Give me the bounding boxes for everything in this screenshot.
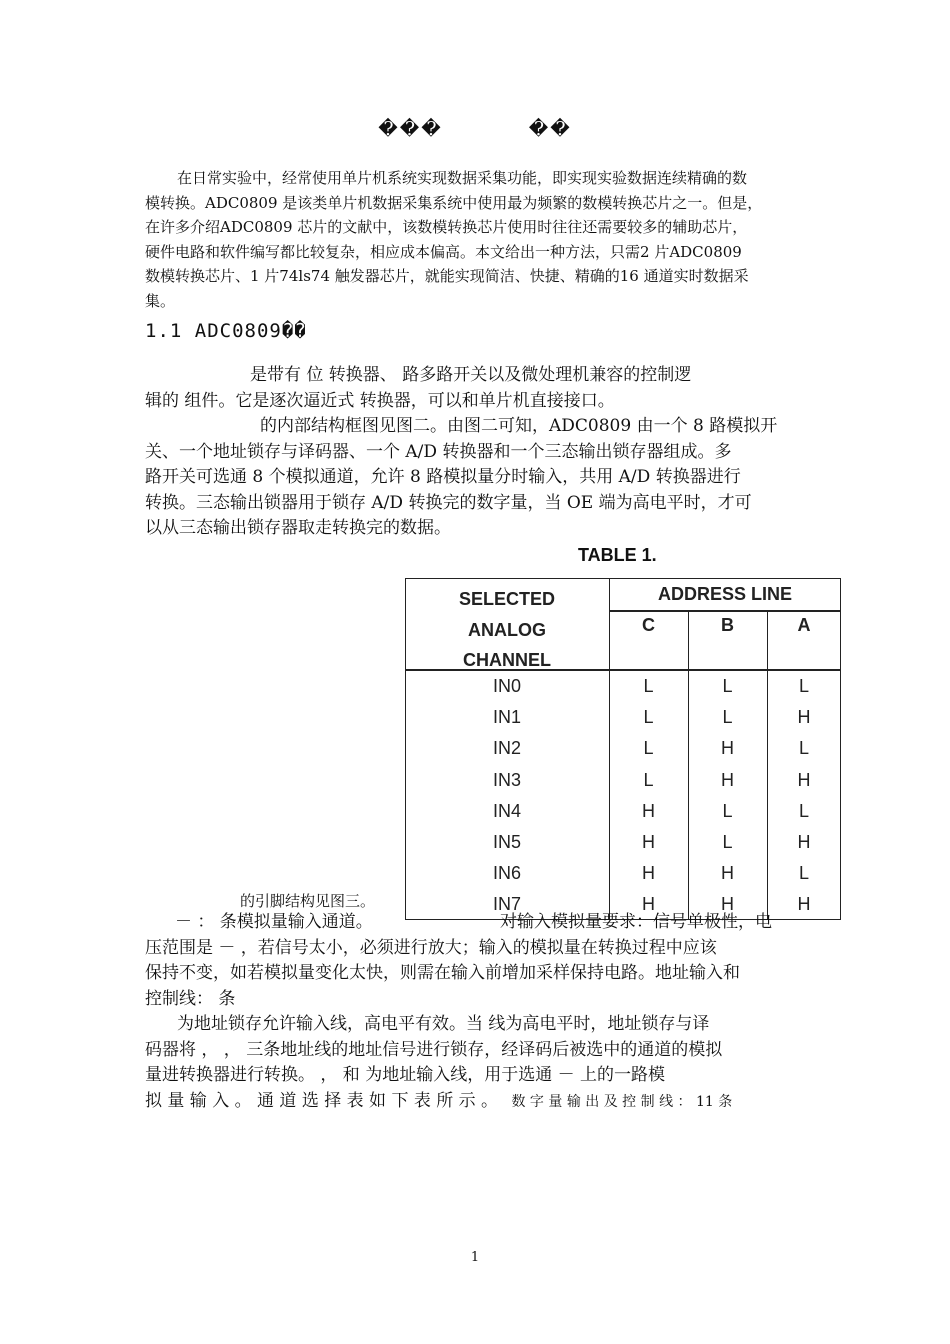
intro-line: 在日常实验中，经常使用单片机系统实现数据采集功能，即实现实验数据连续精确的数 <box>177 169 748 187</box>
cell-a: L <box>798 676 809 696</box>
body-line: 压范围是 － ，若信号太小，必须进行放大；输入的模拟量在转换过程中应该 <box>145 937 717 958</box>
cell-c: L <box>643 738 654 759</box>
cell-b: H <box>721 769 734 790</box>
section-line: 是带有 位 转换器、 路多路开关以及微处理机兼容的控制逻 <box>250 365 692 385</box>
intro-line: 在许多介绍ADC0809 芯片的文献中，该数模转换芯片使用时往往还需要较多的辅助芯片， <box>145 218 748 237</box>
cell-a: H <box>797 832 811 852</box>
cell-c: L <box>643 769 654 790</box>
cell-b: H <box>721 894 734 915</box>
header-col-b: B <box>721 615 734 635</box>
body-line <box>145 910 815 936</box>
body-line-part: 数 字 量 输 出 及 控 制 线 ： 11 条 <box>511 1093 733 1110</box>
body-line: 保持不变，如若模拟量变化太快，则需在输入前增加采样保持电路。地址输入和 <box>145 963 740 983</box>
header-text: ANALOG <box>468 619 546 640</box>
cell-b: L <box>722 676 733 696</box>
cell-channel: IN1 <box>492 707 521 728</box>
header-selected-channel <box>405 584 609 676</box>
cell-b: H <box>721 738 734 759</box>
header-text: CHANNEL <box>463 650 551 670</box>
section-line: 的内部结构框图见图二。由图二可知，ADC0809 由一个 8 路模拟开 <box>260 416 778 436</box>
cell-c: H <box>642 832 655 852</box>
intro-paragraph <box>145 166 810 314</box>
intro-line: 硬件电路和软件编写都比较复杂，相应成本偏高。本文给出一种方法，只需2 片ADC0809 <box>145 242 742 261</box>
body-line: 控制线： 条 <box>145 988 236 1009</box>
section-line: 以从三态输出锁存器取走转换完的数据。 <box>145 518 451 538</box>
cell-c: L <box>643 707 654 728</box>
table-title: TABLE 1. <box>578 545 657 565</box>
cell-b: L <box>722 832 733 852</box>
body-paragraph <box>145 910 815 1115</box>
header-text: SELECTED <box>458 589 555 609</box>
header-col-c: C <box>642 615 655 635</box>
intro-line: 数模转换芯片、1 片74ls74 触发器芯片，就能实现简洁、快捷、精确的16 通道实时数据采 <box>145 267 749 286</box>
cell-b: H <box>721 863 734 884</box>
section-line: 辑的 组件。它是逐次逼近式 转换器，可以和单片机直接接口。 <box>145 390 615 411</box>
cell-channel: IN5 <box>492 832 521 852</box>
section-heading: 1.1 ADC0809�� <box>145 320 307 342</box>
intro-line: 模转换。ADC0809 是该类单片机数据采集系统中使用最为频繁的数模转换芯片之一。但是， <box>145 193 763 212</box>
body-line-part: 对输入模拟量要求：信号单极性，电 <box>500 912 772 932</box>
cell-channel: IN7 <box>492 894 521 915</box>
intro-line: 集。 <box>145 291 176 310</box>
cell-a: H <box>797 769 811 790</box>
body-line-part: － ： 条模拟量输入通道。 <box>175 912 373 932</box>
cell-c: L <box>643 676 654 696</box>
cell-b: L <box>722 707 733 728</box>
header-address-line: ADDRESS LINE <box>657 584 792 604</box>
section-line: 路开关可选通 8 个模拟通道，允许 8 路模拟量分时输入，共用 A/D 转换器进行 <box>145 467 741 487</box>
section-line: 转换。三态输出锁器用于锁存 A/D 转换完的数字量，当 OE 端为高电平时，才可 <box>145 492 752 513</box>
cell-a: L <box>798 738 809 759</box>
header-col-a: A <box>797 615 811 635</box>
pin-note: 的引脚结构见图三。 <box>240 892 376 910</box>
cell-a: L <box>798 800 809 821</box>
doc-title <box>0 118 950 140</box>
body-line: 为地址锁存允许输入线，高电平有效。当 线为高电平时，地址锁存与译 <box>177 1014 710 1034</box>
body-line: 码器将 ， ， 三条地址线的地址信号进行锁存，经译码后被选中的通道的模拟 <box>145 1039 723 1060</box>
body-line <box>145 1089 815 1116</box>
doc-title-part-2: �� <box>528 118 572 140</box>
cell-channel: IN4 <box>492 800 521 821</box>
doc-title-part-1: ��� <box>378 118 443 140</box>
cell-c: H <box>642 863 655 884</box>
table-divider <box>609 610 841 612</box>
cell-channel: IN3 <box>492 769 521 790</box>
cell-a: L <box>798 863 809 884</box>
section-paragraph <box>145 363 815 542</box>
cell-channel: IN2 <box>492 738 521 759</box>
cell-c: H <box>642 800 655 821</box>
cell-c: H <box>642 894 655 915</box>
cell-channel: IN0 <box>492 676 521 696</box>
cell-channel: IN6 <box>492 863 521 884</box>
cell-a: H <box>797 707 811 728</box>
page-number: 1 <box>470 1250 480 1265</box>
body-line: 量进转换器进行转换。 ， 和 为地址输入线，用于选通 － 上的一路模 <box>145 1065 666 1085</box>
section-line: 关、一个地址锁存与译码器、一个 A/D 转换器和一个三态输出锁存器组成。多 <box>145 441 732 462</box>
cell-b: L <box>722 800 733 821</box>
body-line-part: 拟 量 输 入 。 通 道 选 择 表 如 下 表 所 示 。 <box>145 1090 499 1111</box>
cell-a: H <box>797 894 811 915</box>
